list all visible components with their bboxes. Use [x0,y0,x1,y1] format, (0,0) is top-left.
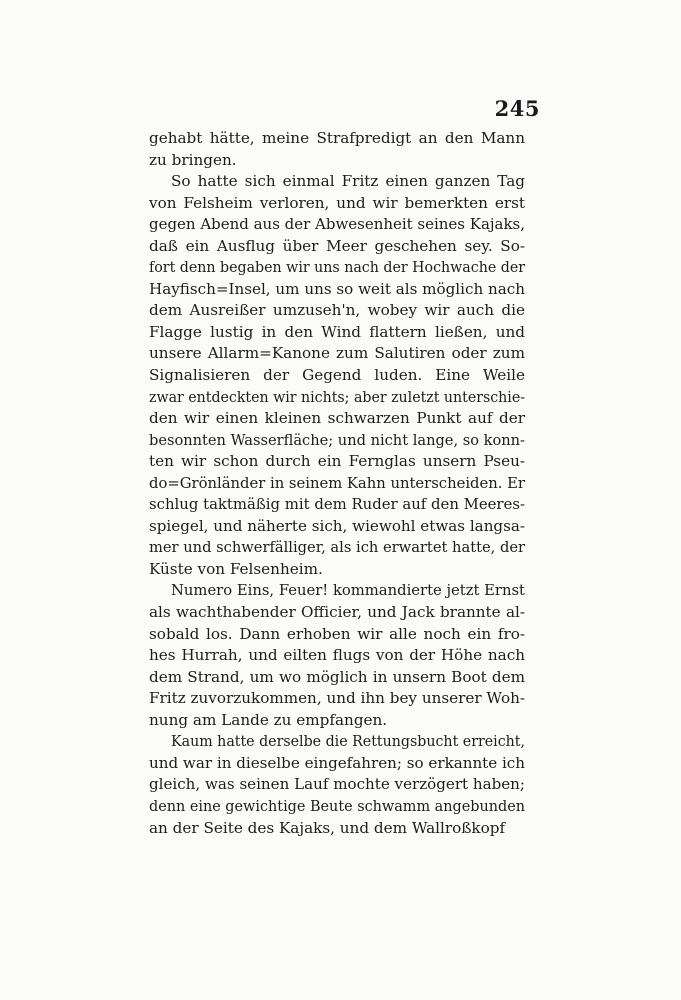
text-line: hes Hurrah, und eilten flugs von der Höhe nach [149,646,525,665]
body-text [149,128,525,839]
text-line: Flagge lustig in den Wind flattern ließen, und [149,322,525,341]
text-line: denn eine gewichtige Beute schwamm angebunden [149,796,525,815]
page-number: 245 [494,96,540,121]
text-line: unsere Allarm=Kanone zum Salutiren oder zum [149,344,525,363]
text-line: ten wir schon durch ein Fernglas unsern Pseu- [149,452,525,471]
text-line: und war in dieselbe eingefahren; so erkannte ich [149,753,525,772]
text-line: gegen Abend aus der Abwesenheit seines Kajaks, [149,215,525,234]
text-line: So hatte sich einmal Fritz einen ganzen Tag [171,172,525,191]
text-line: von Felsheim verloren, und wir bemerkten erst [149,193,525,212]
text-line: sobald los. Dann erhoben wir alle noch ein fro- [149,624,525,643]
text-line: den wir einen kleinen schwarzen Punkt auf der [149,409,525,428]
text-line: dem Strand, um wo möglich in unsern Boot dem [149,667,525,686]
text-line: dem Ausreißer umzuseh'n, wobey wir auch die [149,301,525,320]
text-line: besonnten Wasserfläche; und nicht lange, so konn- [149,430,525,449]
text-line: mer und schwerfälliger, als ich erwartet hatte, der [149,538,525,557]
text-line: zwar entdeckten wir nichts; aber zuletzt unterschie- [149,387,525,406]
text-line: zu bringen. [149,150,237,169]
text-line: Hayfisch=Insel, um uns so weit als möglich nach [149,279,525,298]
text-line: spiegel, und näherte sich, wiewohl etwas langsa- [149,516,525,535]
text-line: Fritz zuvorzukommen, und ihn bey unserer Woh- [149,689,525,708]
text-line: schlug taktmäßig mit dem Ruder auf den Meeres- [149,495,525,514]
text-line: nung am Lande zu empfangen. [149,710,388,729]
text-line: gehabt hätte, meine Strafpredigt an den Mann [149,129,525,147]
text-line: do=Grönländer in seinem Kahn unterscheiden. Er [149,473,525,492]
text-line: gleich, was seinen Lauf mochte verzögert haben; [149,775,525,794]
text-line: fort denn begaben wir uns nach der Hochwache der [149,258,525,277]
text-line: als wachthabender Officier, und Jack brannte al- [149,603,525,622]
text-line: Küste von Felsenheim. [149,559,323,578]
text-line: Numero Eins, Feuer! kommandierte jetzt Ernst [171,581,525,600]
text-line: Signalisieren der Gegend luden. Eine Weile [149,366,525,385]
text-line: daß ein Ausflug über Meer geschehen sey. So- [149,236,525,255]
text-line: an der Seite des Kajaks, und dem Wallroßkopf [149,818,506,837]
text-line: Kaum hatte derselbe die Rettungsbucht erreicht, [171,732,525,751]
